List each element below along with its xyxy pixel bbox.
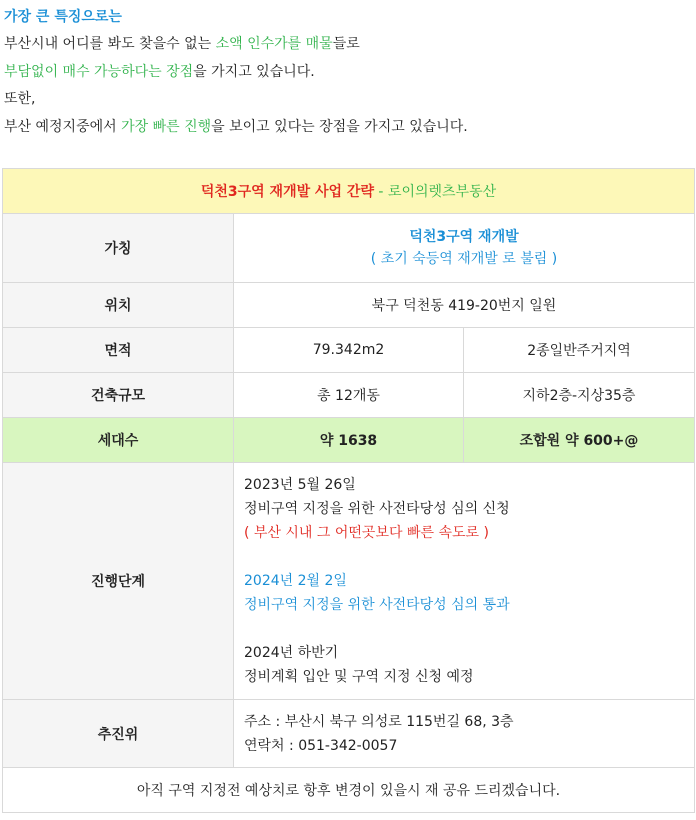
progress-details: [234, 463, 695, 700]
intro-line-5-b: 을 보이고 있다는 장점을 가지고 있습니다.: [211, 118, 468, 135]
title-main: 덕천3구역 재개발 사업 간략: [200, 184, 374, 200]
table-row: [3, 283, 695, 328]
progress-step2-date: 2024년 2월 2일: [244, 573, 347, 589]
location-label: 위치: [3, 283, 234, 328]
members-value: 조합원 약 600+@: [464, 418, 695, 463]
table-row: [3, 373, 695, 418]
progress-step1-date: 2023년 5월 26일: [244, 477, 356, 493]
intro-line-3-highlight: 부담없이 매수 가능하다는 장점: [4, 63, 194, 80]
buildings-value: 총 12개동: [234, 373, 464, 418]
committee-phone: 연락처 : 051-342-0057: [244, 737, 398, 754]
name-value: [234, 214, 695, 283]
intro-line-2-a: 부산시내 어디를 봐도 찾을수 없는: [4, 36, 216, 53]
intro-line-5-a: 부산 예정지중에서: [4, 118, 122, 135]
table-row: [3, 418, 695, 463]
committee-address: 주소 : 부산시 북구 의성로 115번길 68, 3층: [244, 713, 514, 730]
table-row: [3, 328, 695, 373]
progress-label: 진행단계: [3, 463, 234, 700]
intro-line-3-b: 을 가지고 있습니다.: [193, 63, 315, 80]
progress-step3-desc: 정비계획 입안 및 구역 지정 신청 예정: [244, 669, 474, 685]
progress-step2-desc: 정비구역 지정을 위한 사전타당성 심의 통과: [244, 597, 510, 613]
table-row: [3, 700, 695, 768]
title-agent: 로이의렛츠부동산: [387, 184, 497, 200]
name-value-alias: ( 초기 숙등역 재개발 로 불림 ): [370, 251, 558, 267]
intro-line-2-b: 들로: [332, 36, 360, 53]
area-value: 79.342m2: [234, 328, 464, 373]
area-label: 면적: [3, 328, 234, 373]
intro-line-2-highlight: 소액 인수가를 매물: [215, 36, 333, 53]
scale-label: 건축규모: [3, 373, 234, 418]
intro-line-5-highlight: 가장 빠른 진행: [121, 118, 212, 135]
progress-step1-desc: 정비구역 지정을 위한 사전타당성 심의 신청: [244, 501, 510, 517]
table-footer-row: [3, 768, 695, 813]
project-summary-table: [2, 168, 695, 813]
location-value: 북구 덕천동 419-20번지 일원: [234, 283, 695, 328]
households-value: 약 1638: [234, 418, 464, 463]
zone-value: 2종일반주거지역: [464, 328, 695, 373]
table-title: [3, 169, 695, 214]
name-label: 가칭: [3, 214, 234, 283]
intro-line-4: 또한,: [4, 91, 36, 108]
intro-line-3: [4, 59, 692, 86]
progress-step1-note: ( 부산 시내 그 어떤곳보다 빠른 속도로 ): [244, 525, 489, 541]
intro-lead: 가장 큰 특징으로는: [4, 9, 122, 25]
table-title-row: [3, 169, 695, 214]
intro-line-2: [4, 31, 692, 58]
intro-text: [4, 4, 692, 141]
name-value-main: 덕천3구역 재개발: [409, 229, 519, 245]
intro-line-5: [4, 114, 692, 141]
floors-value: 지하2층-지상35층: [464, 373, 695, 418]
table-footer-note: 아직 구역 지정전 예상치로 항후 변경이 있을시 재 공유 드리겠습니다.: [3, 768, 695, 813]
table-row: [3, 214, 695, 283]
households-label: 세대수: [3, 418, 234, 463]
committee-details: [234, 700, 695, 768]
spacer: [244, 545, 694, 569]
progress-step3-date: 2024년 하반기: [244, 645, 339, 661]
spacer: [244, 617, 694, 641]
table-row: [3, 463, 695, 700]
title-dash: -: [373, 184, 388, 200]
committee-label: 추진위: [3, 700, 234, 768]
